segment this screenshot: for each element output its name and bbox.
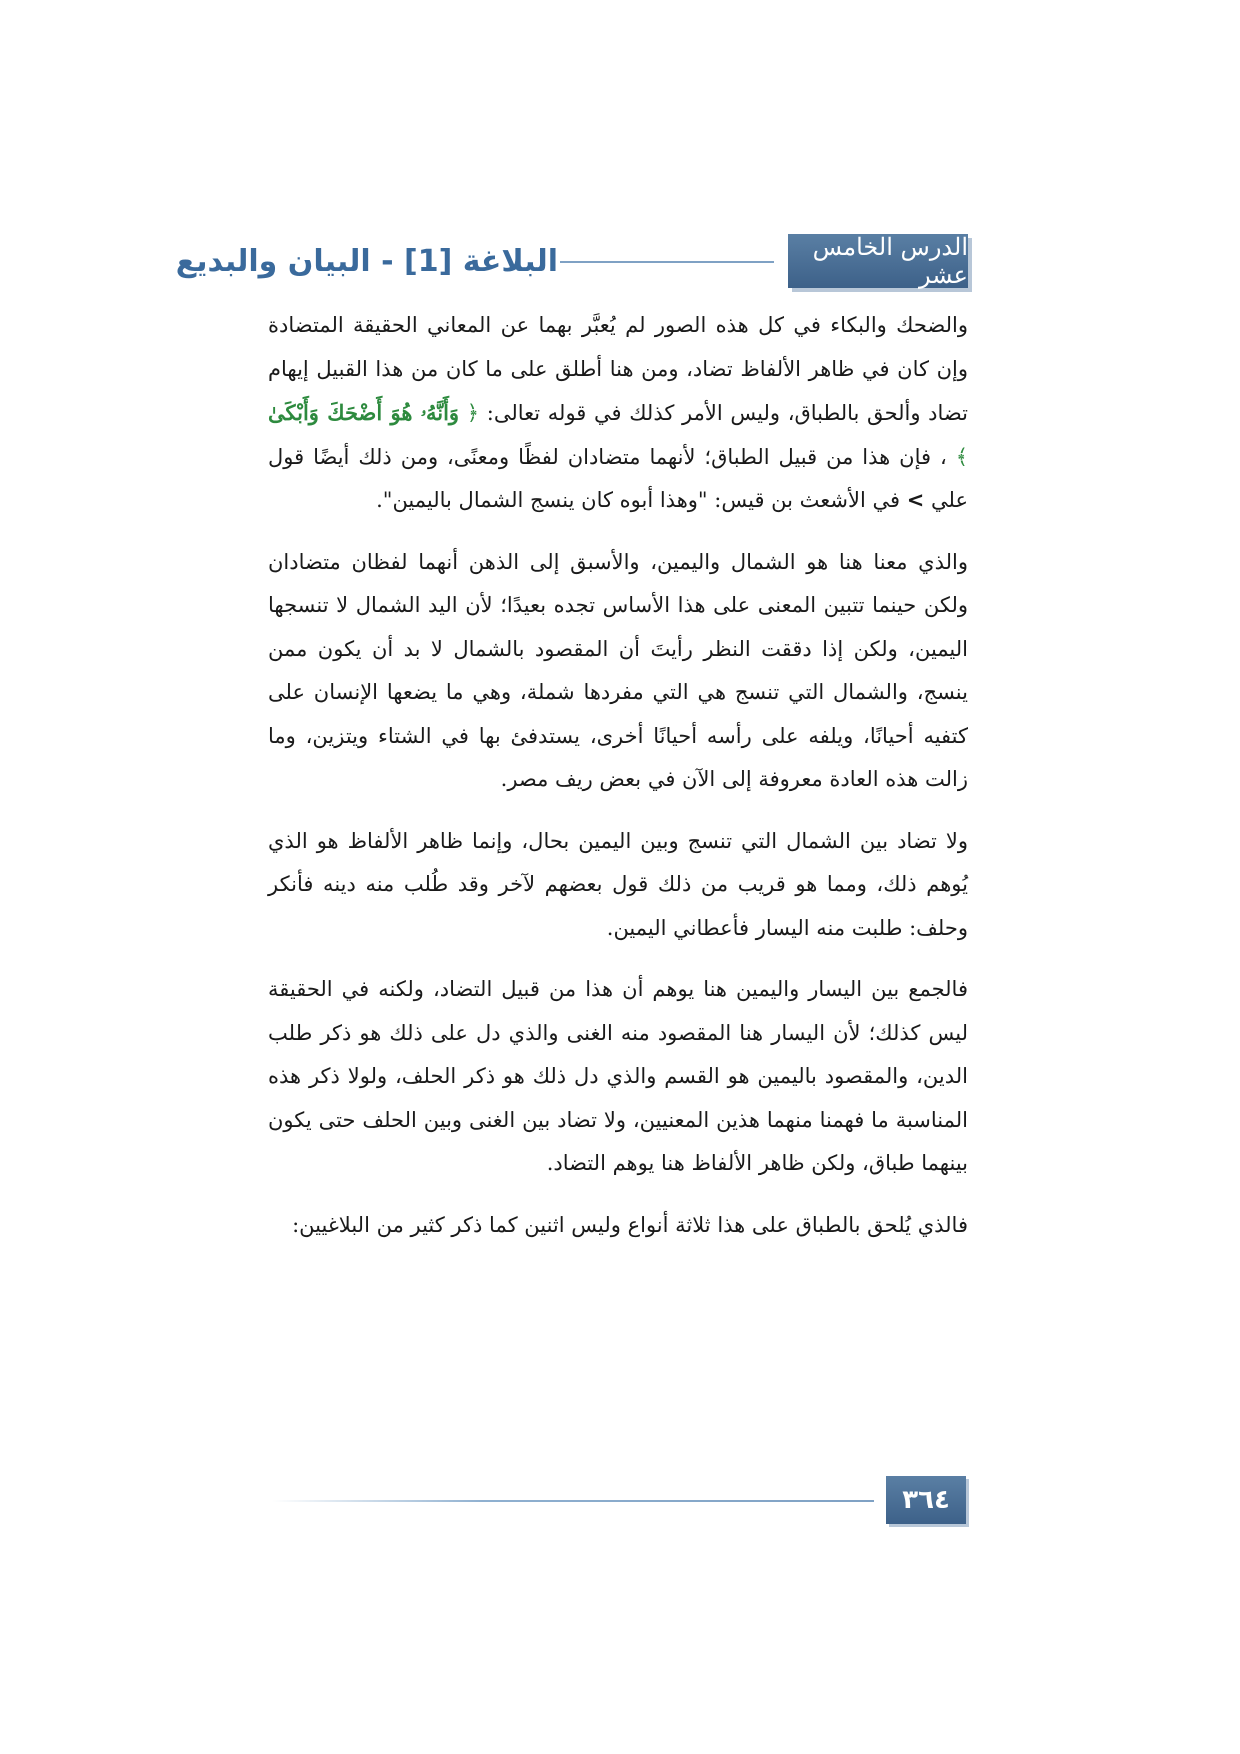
honorific-symbol: > xyxy=(906,488,925,512)
book-title: البلاغة [1] - البيان والبديع xyxy=(175,243,558,279)
lesson-badge: الدرس الخامس عشر xyxy=(788,234,968,288)
ornate-bracket-close: ﴾ xyxy=(955,444,968,469)
paragraph-5: فالذي يُلحق بالطباق على هذا ثلاثة أنواع وليس اثنين كما ذكر كثير من البلاغيين: xyxy=(292,1212,968,1237)
paragraph-3: ولا تضاد بين الشمال التي تنسج وبين اليمين بحال، وإنما ظاهر الألفاظ هو الذي يُوهم ذلك، ومما هو قريب من ذلك قول بعضهم لآخر وقد طُلب منه دينه فأنكر وحلف: طلبت منه اليسار فأعطاني اليمين. xyxy=(268,828,968,940)
paragraph-1 xyxy=(268,304,968,523)
paragraph-2: والذي معنا هنا هو الشمال واليمين، والأسبق إلى الذهن أنهما لفظان متضادان ولكن حينما تتبين المعنى على هذا الأساس تجده بعيدًا؛ لأن اليد الشمال لا تنسجها اليمين، ولكن إذا دققت النظر رأيتَ أن المقصود بالشمال لا بد أن يكون ممن ينسج، والشمال التي تنسج هي التي مفردها شملة، وهي ما يضعها الإنسان على كتفيه أحيانًا، ويلفه على رأسه أحيانًا أخرى، يستدفئ بها في الشتاء ويتزين، وما زالت هذه العادة معروفة إلى الآن في بعض ريف مصر. xyxy=(268,549,968,791)
page-footer xyxy=(272,1476,966,1526)
paragraph-1-text-c: في الأشعث بن قيس: "وهذا أبوه كان ينسج الشمال باليمين". xyxy=(376,488,907,512)
paragraph-4: فالجمع بين اليسار واليمين هنا يوهم أن هذا من قبيل التضاد، ولكنه في الحقيقة ليس كذلك؛ لأن اليسار هنا المقصود منه الغنى والذي دل على ذلك هو ذكر طلب الدين، والمقصود باليمين هو القسم والذي دل ذلك هو ذكر الحلف، ولولا ذكر هذه المناسبة ما فهمنا منهما هذين المعنيين، ولا تضاد بين الغنى وبين الحلف حتى يكون بينهما طباق، ولكن ظاهر الألفاظ هنا يوهم التضاد. xyxy=(268,977,968,1175)
paragraph-1-text-b: ، فإن هذا من قبيل الطباق؛ لأنهما متضادان لفظًا ومعنًى، ومن ذلك أيضًا قول علي xyxy=(268,444,968,512)
quran-verse: وَأَنَّهُۥ هُوَ أَضْحَكَ وَأَبْكَىٰ xyxy=(268,400,460,425)
footer-divider xyxy=(272,1500,874,1502)
page-number: ٣٦٤ xyxy=(886,1476,966,1524)
page-header xyxy=(175,233,968,292)
paragraph-1-text-a: والضحك والبكاء في كل هذه الصور لم يُعبَّر بهما عن المعاني الحقيقة المتضادة وإن كان في ظاهر الألفاظ تضاد، ومن هنا أطلق على ما كان من هذا القبيل إيهام تضاد وألحق بالطباق، وليس الأمر كذلك في قوله تعالى: xyxy=(268,313,968,425)
ornate-bracket-open: ﴿ xyxy=(466,401,480,425)
page-body xyxy=(268,304,968,1265)
header-divider xyxy=(560,261,774,263)
